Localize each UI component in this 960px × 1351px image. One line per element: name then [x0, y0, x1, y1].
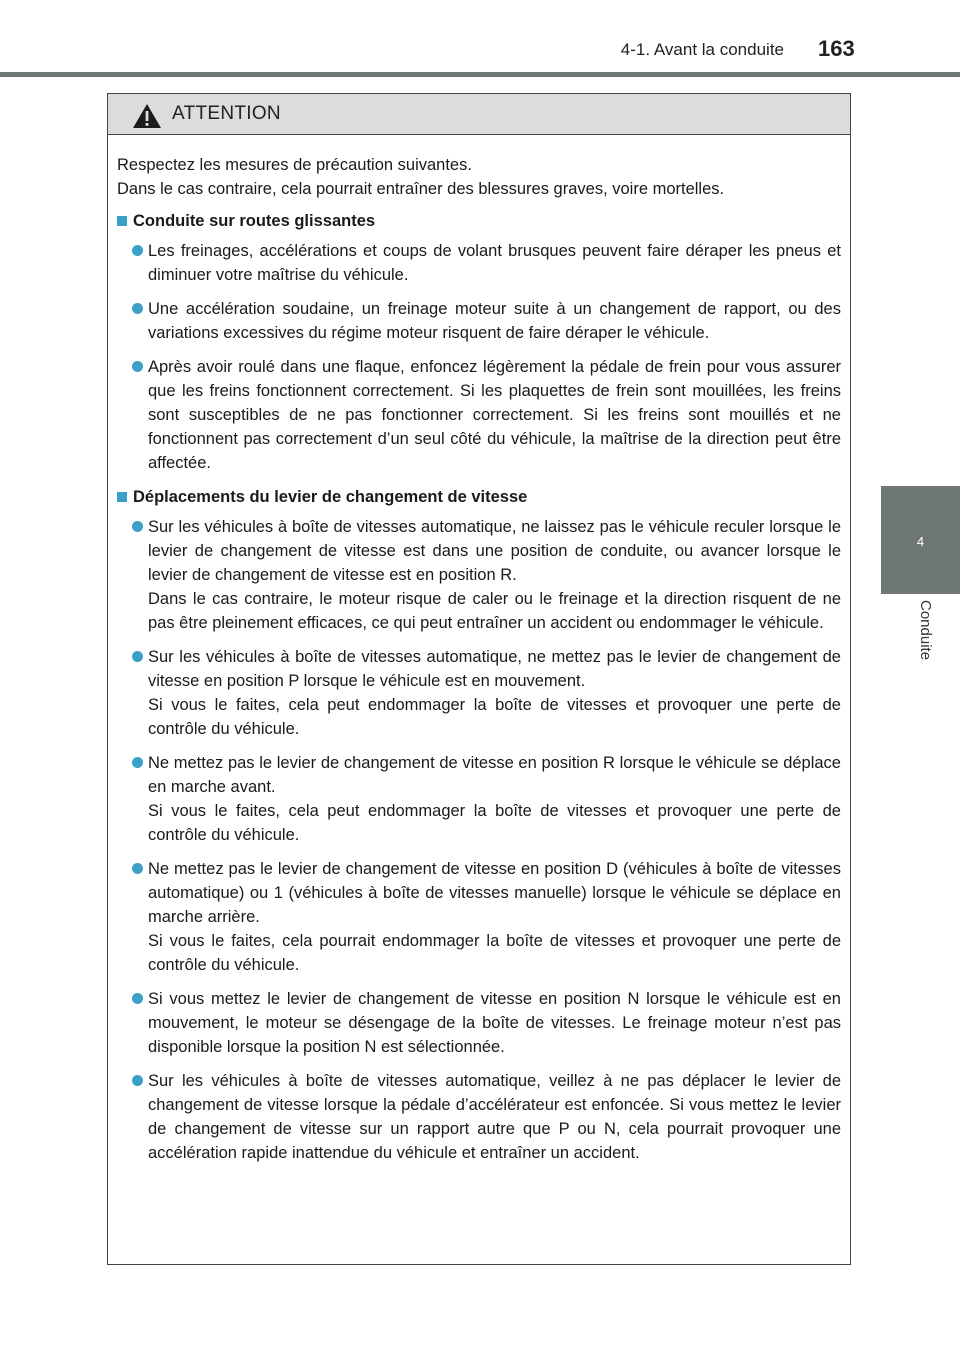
- round-bullet-icon: [132, 303, 143, 314]
- round-bullet-icon: [132, 521, 143, 532]
- list-item-paragraph: Ne mettez pas le levier de changement de vitesse en position D (véhicules à boîte de vitesses automatique) ou 1 (véhicules à boîte de vitesses manuelle) lorsque le véhicule se déplace en marche arrière.: [148, 860, 841, 926]
- list-item-paragraph: Sur les véhicules à boîte de vitesses automatique, veillez à ne pas déplacer le levier de changement de vitesse lorsque la pédale d’accélérateur est enfoncée. Si vous mettez le levier de changement de vitesse sur un rapport autre que P ou N, cela pourrait provoquer une accélération rapide inattendue du véhicule et entraîner un accident.: [148, 1072, 841, 1162]
- list-item-paragraph: Si vous le faites, cela peut endommager la boîte de vitesses et provoquer une perte de contrôle du véhicule.: [148, 802, 841, 844]
- list-item: [117, 239, 841, 287]
- round-bullet-icon: [132, 993, 143, 1004]
- caution-header: [108, 94, 850, 135]
- caution-body: [108, 135, 850, 1165]
- list-item: [117, 515, 841, 635]
- round-bullet-icon: [132, 651, 143, 662]
- warning-triangle-icon: [132, 103, 162, 129]
- list-item-paragraph: Si vous le faites, cela pourrait endommager la boîte de vitesses et provoquer une perte de contrôle du véhicule.: [148, 932, 841, 974]
- section-title: 4-1. Avant la conduite: [620, 40, 784, 59]
- intro-line-2: Dans le cas contraire, cela pourrait entraîner des blessures graves, voire mortelles.: [117, 180, 725, 198]
- list-item: [117, 751, 841, 847]
- list-item: [117, 297, 841, 345]
- list-item-paragraph: Une accélération soudaine, un freinage moteur suite à un changement de rapport, ou des variations excessives du régime moteur risquent de faire déraper le véhicule.: [148, 300, 841, 342]
- section-heading-text: Conduite sur routes glissantes: [133, 212, 376, 230]
- caution-sections: [117, 209, 841, 1165]
- page-number: 163: [818, 36, 855, 61]
- caution-title: ATTENTION: [172, 103, 281, 124]
- chapter-label: Conduite: [917, 600, 934, 661]
- round-bullet-icon: [132, 245, 143, 256]
- round-bullet-icon: [132, 863, 143, 874]
- square-bullet-icon: [117, 216, 127, 226]
- caution-section: [117, 209, 841, 475]
- caution-section: [117, 485, 841, 1165]
- intro-line-1: Respectez les mesures de précaution suivantes.: [117, 156, 472, 174]
- chapter-number: 4: [916, 534, 925, 549]
- list-item: [117, 645, 841, 741]
- list-item-paragraph: Sur les véhicules à boîte de vitesses automatique, ne laissez pas le véhicule reculer lorsque le levier de changement de vitesse est dans une position de conduite, ou avancer lorsque le levier de changement de vitesse est en position R.: [148, 518, 841, 584]
- section-heading: [117, 209, 841, 233]
- list-item-paragraph: Sur les véhicules à boîte de vitesses automatique, ne mettez pas le levier de changement de vitesse en position P lorsque le véhicule est en mouvement.: [148, 648, 841, 690]
- list-item: [117, 355, 841, 475]
- list-item-paragraph: Si vous mettez le levier de changement de vitesse en position N lorsque le véhicule est en mouvement, le moteur se désengage de la boîte de vitesses. Le freinage moteur n’est pas disponible lorsque la position N est sélectionnée.: [148, 990, 841, 1056]
- square-bullet-icon: [117, 492, 127, 502]
- round-bullet-icon: [132, 361, 143, 372]
- section-heading: [117, 485, 841, 509]
- list-item-paragraph: Après avoir roulé dans une flaque, enfoncez légèrement la pédale de frein pour vous assurer que les freins fonctionnent correctement. Si les plaquettes de frein sont mouillées, les freins sont susceptibles de ne pas fonctionner correctement. Si les freins sont mouillés et ne fonctionnent pas correctement d’un seul côté du véhicule, la maîtrise de la direction peut être affectée.: [148, 358, 841, 472]
- list-item-paragraph: Dans le cas contraire, le moteur risque de caler ou le freinage et la direction risquent de ne pas être pleinement efficaces, ce qui peut entraîner un accident ou endommager le véhicule.: [148, 590, 841, 632]
- section-heading-text: Déplacements du levier de changement de vitesse: [133, 488, 528, 506]
- list-item: [117, 1069, 841, 1165]
- caution-box: [107, 93, 851, 1265]
- list-item: [117, 987, 841, 1059]
- caution-intro: [117, 153, 841, 201]
- header-rule: [0, 72, 960, 77]
- list-item: [117, 857, 841, 977]
- round-bullet-icon: [132, 1075, 143, 1086]
- list-item-paragraph: Les freinages, accélérations et coups de volant brusques peuvent faire déraper les pneus et diminuer votre maîtrise du véhicule.: [148, 242, 841, 284]
- list-item-paragraph: Ne mettez pas le levier de changement de vitesse en position R lorsque le véhicule se déplace en marche avant.: [148, 754, 841, 796]
- round-bullet-icon: [132, 757, 143, 768]
- list-item-paragraph: Si vous le faites, cela peut endommager la boîte de vitesses et provoquer une perte de contrôle du véhicule.: [148, 696, 841, 738]
